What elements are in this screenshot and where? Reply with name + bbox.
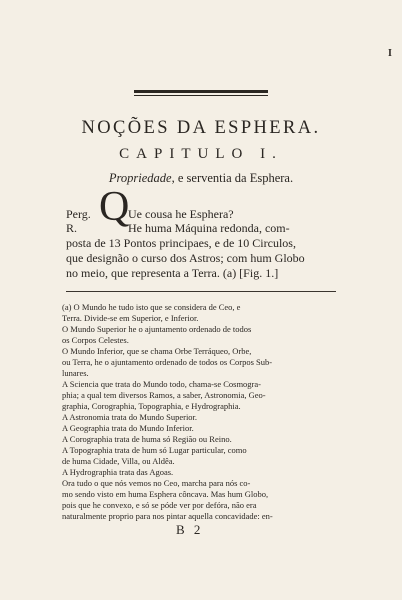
subtitle-italic: Propriedade (108, 171, 172, 185)
subtitle-rest: , e serventia da Esphera. (171, 171, 294, 185)
question-text: Ue cousa he Esphera? (128, 207, 234, 221)
footnote-line: os Corpos Celestes. (62, 335, 129, 345)
ornament-rule (134, 90, 268, 93)
footnote-line: graphia, Corographia, Topographia, e Hydrographia. (62, 401, 241, 411)
question-label: Perg. (66, 207, 91, 221)
body-line: no meio, que representa a Terra. (a) [Fig. 1.] (66, 266, 279, 280)
footnote-line: naturalmente proprio para nos pintar aquella concavidade: en- (62, 511, 273, 521)
footnote-line: A Corographia trata de huma só Região ou Reino. (62, 434, 232, 444)
answer-text: He huma Máquina redonda, com- (128, 221, 290, 235)
body-line: posta de 13 Pontos principaes, e de 10 Circulos, (66, 236, 296, 250)
footnote-line: mo sendo visto em huma Esphera côncava. Mas hum Globo, (62, 489, 269, 499)
body-line: que designão o curso dos Astros; com hum Globo (66, 251, 305, 265)
footnote-line: A Geographia trata do Mundo Inferior. (62, 423, 194, 433)
chapter-heading: CAPITULO I. (119, 146, 283, 162)
footnote-line: lunares. (62, 368, 89, 378)
footnote-line: A Astronomia trata do Mundo Superior. (62, 412, 198, 422)
footnote-line: O Mundo Superior he o ajuntamento ordenado de todos (62, 324, 252, 334)
footnote-line: Terra. Divide-se em Superior, e Inferior. (62, 313, 199, 323)
footnote-rule (66, 291, 336, 292)
page-number: I (388, 48, 392, 59)
drop-cap: Q (99, 184, 130, 230)
footnote-line: de huma Cidade, Villa, ou Aldêa. (62, 456, 175, 466)
footnote-line: phia; a qual tem diversos Ramos, a saber, Astronomia, Geo- (62, 390, 266, 400)
answer-label: R. (66, 221, 78, 235)
footnote-line: ou Terra, he o ajuntamento ordenado de todos os Corpos Sub- (62, 357, 273, 367)
footnote-line: A Hydrographia trata das Agoas. (62, 467, 174, 477)
footnote-line: O Mundo Inferior, que se chama Orbe Terráqueo, Orbe, (62, 346, 252, 356)
footnote-line: A Topographia trata de hum só Lugar particular, como (62, 445, 247, 455)
chapter-subtitle (0, 171, 402, 186)
footnote-line: pois que he convexo, e só se póde ver por defóra, não era (62, 500, 257, 510)
footnote-line: A Sciencia que trata do Mundo todo, chama-se Cosmogra- (62, 379, 261, 389)
footnote-line: (a) O Mundo he tudo isto que se considera de Ceo, e (62, 302, 241, 312)
page-title: NOÇÕES DA ESPHERA. (81, 118, 321, 138)
signature-mark: B 2 (176, 522, 204, 537)
footnote-line: Ora tudo o que nós vemos no Ceo, marcha para nós co- (62, 478, 251, 488)
